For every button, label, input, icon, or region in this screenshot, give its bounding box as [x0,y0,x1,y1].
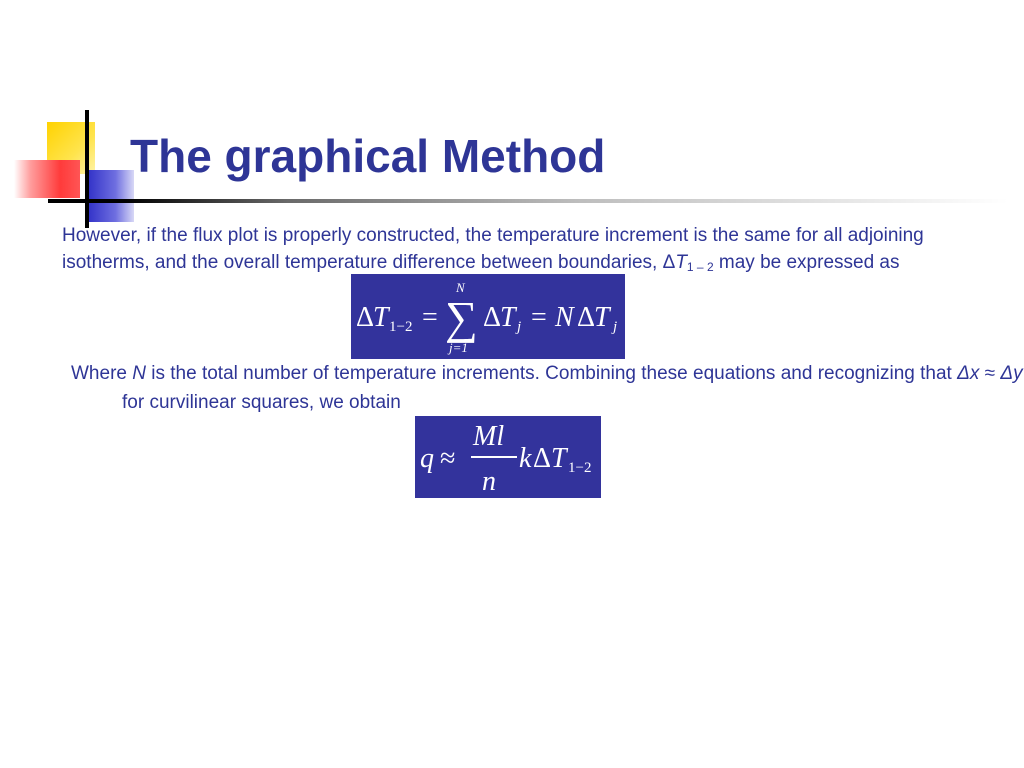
paragraph-explanation [71,359,1024,417]
intro-tail: may be expressed as [713,252,900,273]
decor-blue-square [88,170,134,222]
paragraph-intro [62,222,1007,281]
eq1-lhs-delta: Δ [356,302,375,333]
eq1-sum-upper: N [456,280,465,295]
eq1-term-sub: j [517,319,522,335]
expl-n: N [132,363,146,384]
eq2-k: k [519,443,532,474]
decor-vertical-line [85,110,89,228]
eq2-numerator: Ml [473,421,505,452]
eq1-rhs-n: N [555,302,574,333]
eq2-q: q [420,443,434,474]
eq2-denominator: n [482,466,496,497]
eq1-lhs-var: T [373,302,389,333]
eq1-rhs-sub: j [613,319,618,335]
eq2-delta: Δ [533,443,552,474]
equation-temperature-difference [351,274,625,359]
expl-tail: for curvilinear squares, we obtain [122,392,401,413]
eq2-fraction-bar [471,456,517,458]
eq1-lhs-sub: 1−2 [389,319,413,335]
eq1-term-var: T [500,302,516,333]
eq1-sum-lower: j=1 [449,340,468,355]
eq1-equals-2: = [531,302,547,333]
expl-approx: ≈ [979,363,1001,384]
eq1-equals-1: = [422,302,438,333]
intro-text: However, if the flux plot is properly constructed, the temperature increment is the same for all adjoining isotherms, and the overall temperature difference between boundaries, Δ [62,225,924,273]
intro-var: T [675,252,687,273]
eq1-rhs-delta: Δ [577,302,596,333]
eq2-approx: ≈ [440,443,456,474]
title-underline [48,199,1008,203]
eq1-term-delta: Δ [483,302,502,333]
eq1-sigma: ∑ [445,292,478,343]
eq1-rhs-var: T [594,302,610,333]
eq2-var: T [551,443,567,474]
expl-dy: Δy [1000,363,1023,384]
decor-red-square [14,160,80,198]
slide-title: The graphical Method [130,130,606,182]
eq2-sub: 1−2 [568,460,592,476]
expl-mid: is the total number of temperature increments. Combining these equations and recognizing that [145,363,958,384]
intro-sub: 1 – 2 [686,260,714,274]
equation-heat-flow [415,416,601,498]
expl-lead: Where [71,363,133,384]
expl-dx: Δx [957,363,980,384]
